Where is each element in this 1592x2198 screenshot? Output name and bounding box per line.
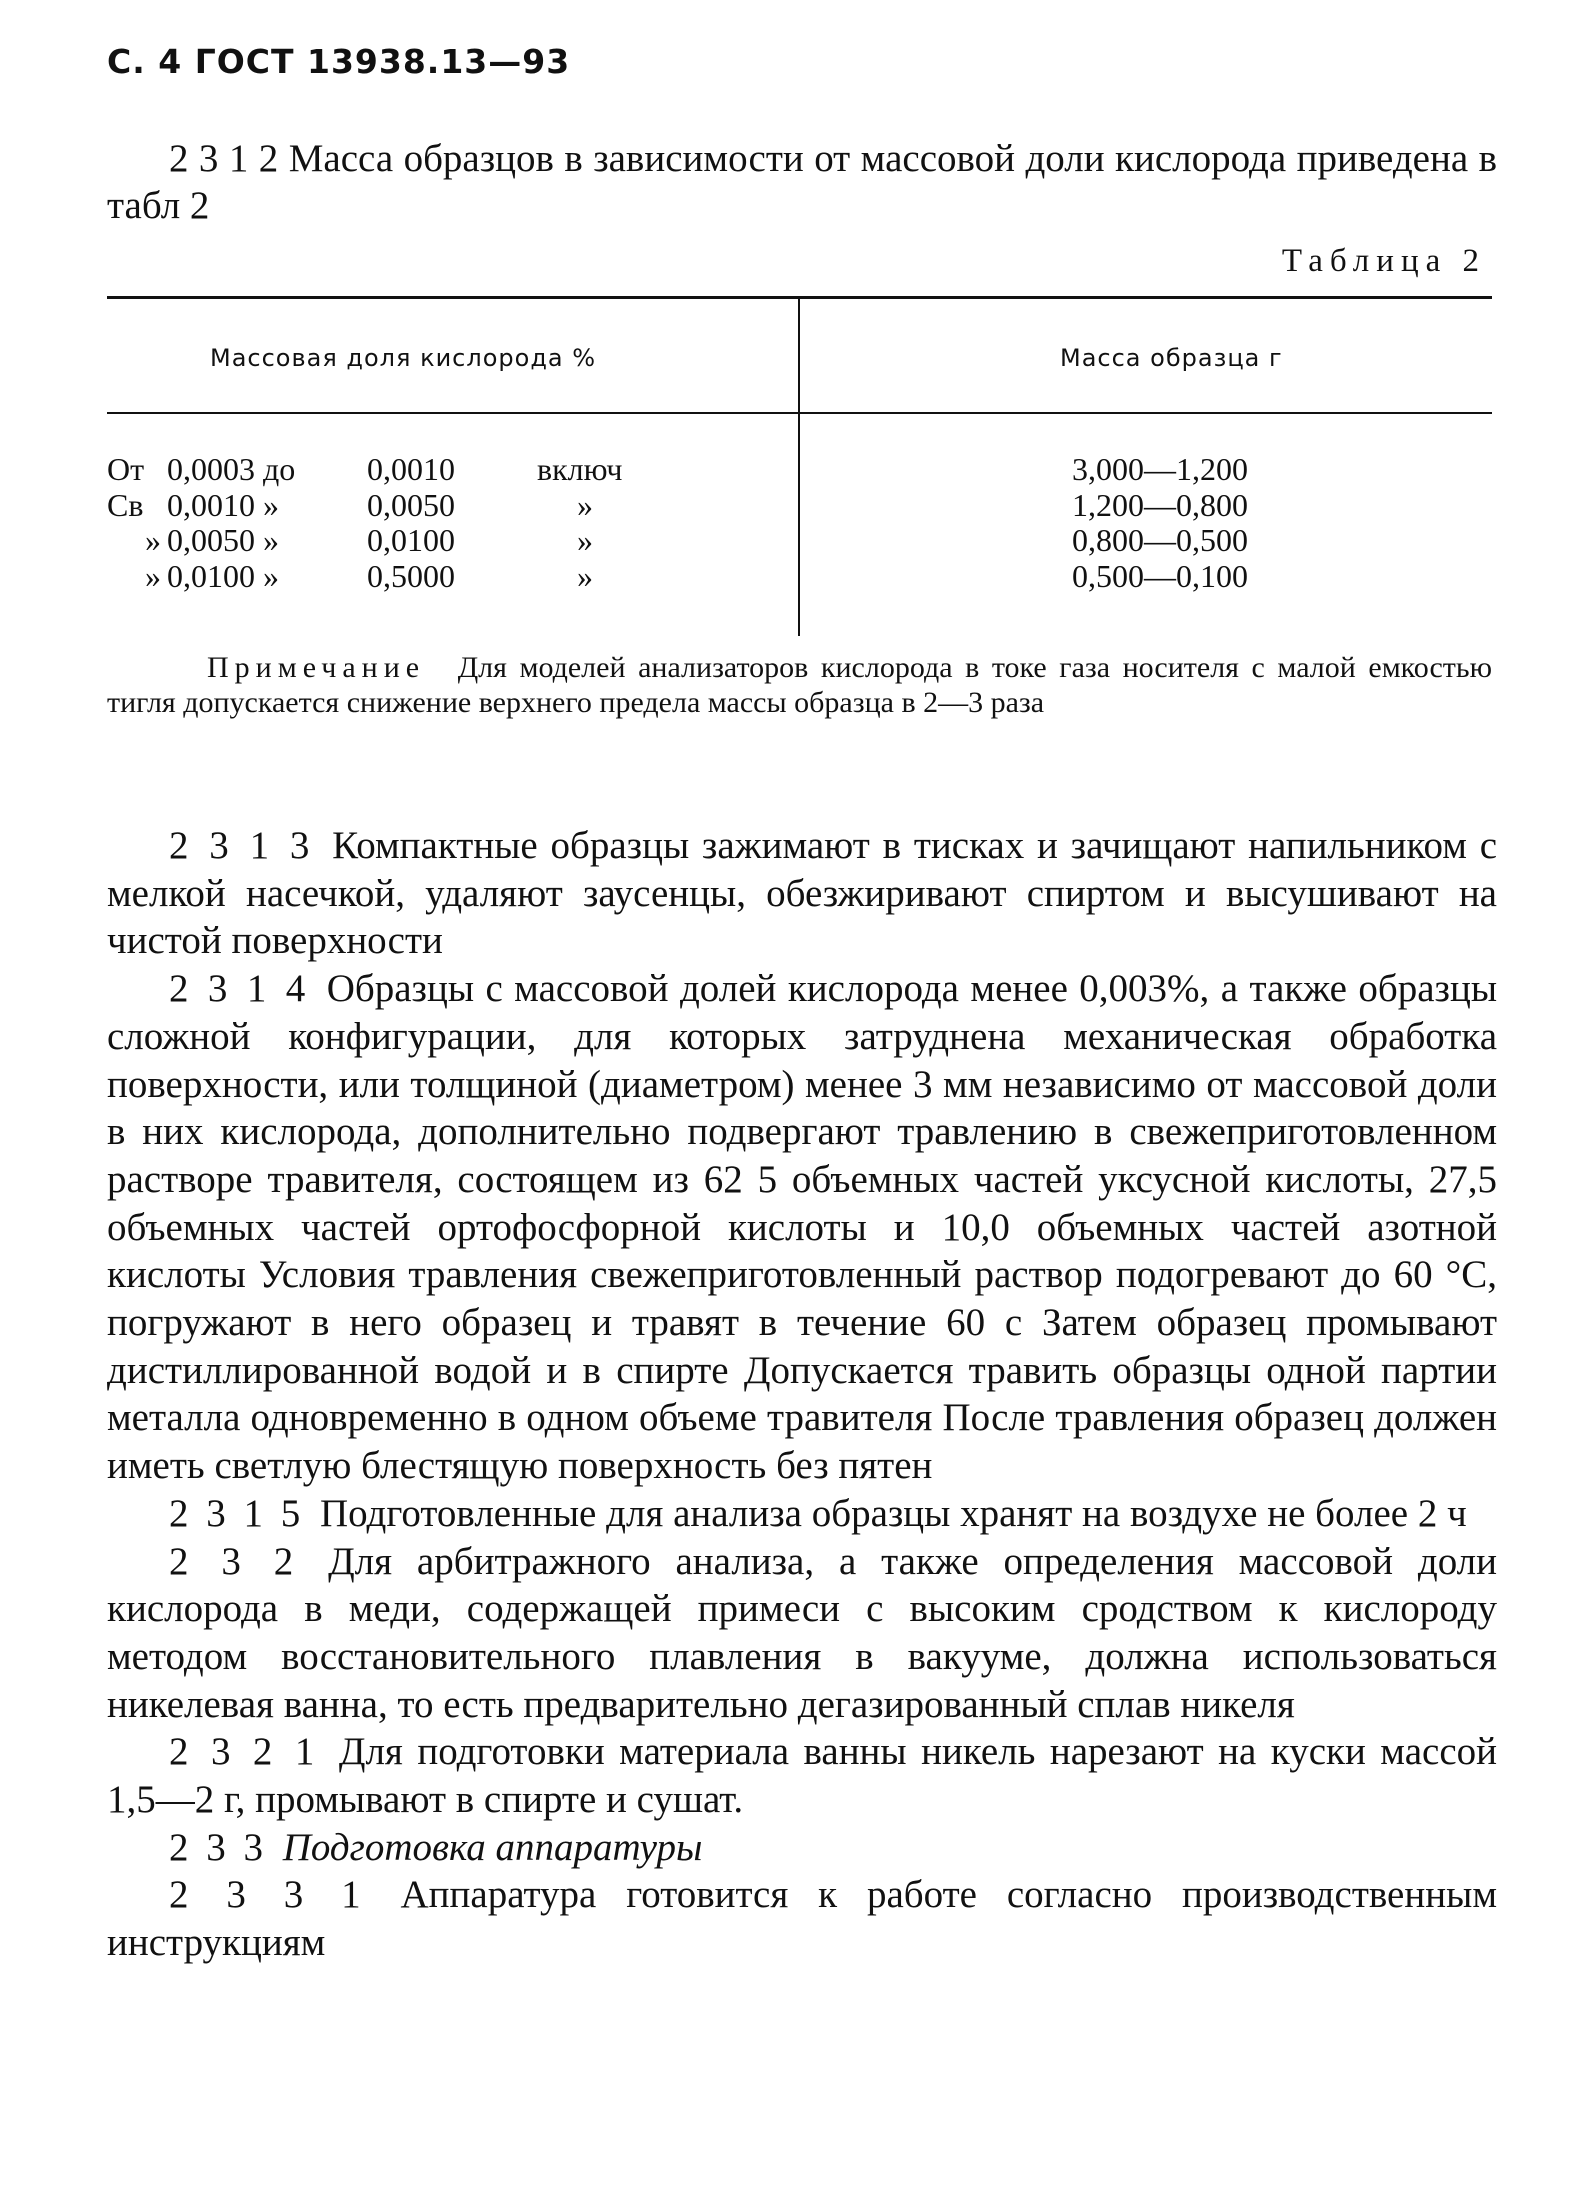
note-lead: Примечание [207,651,426,684]
row-from: 0,0003 до [167,451,296,487]
table-note [107,650,1492,720]
table-column-divider [798,298,800,636]
paragraph [107,1871,1497,1966]
row-suffix: включ [537,451,623,487]
paragraph-text: Аппаратура готовится к работе согласно производственным инструкциям [107,1873,1497,1965]
row-prefix: От [107,451,145,487]
paragraph [107,965,1497,1490]
paragraph-number: 2 3 1 4 [169,967,310,1011]
row-suffix: » [577,522,593,558]
row-prefix: » [145,557,161,594]
paragraph [107,1728,1497,1823]
paragraph-number: 2 3 3 [169,1825,267,1869]
paragraph-number: 2 3 2 1 [169,1730,319,1774]
row-suffix: » [577,486,593,523]
paragraph [107,1538,1497,1729]
row-prefix: Св [107,486,144,523]
table-header-oxygen: Массовая доля кислорода % [210,344,597,372]
table-column-oxygen [107,452,622,594]
paragraph-text: Для подготовки материала ванны никель нарезают на куски массой 1,5—2 г, промывают в спирте и сушат. [107,1730,1497,1822]
table-row [107,488,622,524]
paragraph-number: 2 3 1 5 [169,1491,305,1535]
section-subheading: Подготовка аппаратуры [282,1825,703,1869]
row-from: 0,0050 » [167,522,279,558]
table-row [107,559,622,595]
mass-cell: 0,500—0,100 [1072,557,1248,594]
mass-cell: 1,200—0,800 [1072,486,1248,523]
intro-number: 2 3 1 2 [169,137,279,180]
page-header: С. 4 ГОСТ 13938.13—93 [107,42,571,81]
paragraph-number: 2 3 3 1 [169,1873,365,1917]
paragraph-number: 2 3 1 3 [169,824,314,867]
mass-cell: 0,800—0,500 [1072,522,1248,558]
table-column-mass [1072,452,1248,594]
paragraph-number: 2 3 2 [169,1539,298,1583]
table-row [107,452,622,488]
paragraph-text: Подготовленные для анализа образцы хранят на воздухе не более 2 ч [320,1491,1467,1535]
table-caption: Таблица 2 [1281,243,1486,279]
paragraph-text: Компактные образцы зажимают в тисках и зачищают напильником с мелкой насечкой, удаляют заусенцы, обезжиривают спиртом и высушивают на чистой поверхности [107,824,1498,963]
row-to: 0,0100 [367,522,455,558]
paragraph [107,822,1497,965]
paragraph [107,1490,1497,1538]
note-text: Для моделей анализаторов кислорода в токе газа носителя с малой емкостью тигля допускается снижение верхнего предела массы образца в 2—3 раза [107,651,1492,719]
mass-cell: 3,000—1,200 [1072,451,1248,487]
table-header-mass: Масса образца г [1060,344,1283,372]
intro-text: Масса образцов в зависимости от массовой доли кислорода приведена в табл 2 [107,137,1498,227]
row-from: 0,0100 » [167,557,279,594]
row-from: 0,0010 » [167,486,279,523]
row-suffix: » [577,557,593,594]
row-prefix: » [145,522,161,558]
paragraph-text: Для арбитражного анализа, а также определения массовой доли кислорода в меди, содержащей примеси с высоким сродством к кислороду методом восстановительного плавления в вакууме, должна использоваться никелевая ванна, то есть предварительно дегазированный сплав никеля [107,1539,1498,1726]
row-to: 0,5000 [367,557,455,594]
paragraph-text: Образцы с массовой долей кислорода менее 0,003%, а также образцы сложной конфигурации, для которых затруднена механическая обработка поверхности, или толщиной (диаметром) менее 3 мм независимо от массовой доли в них кислорода, дополнительно подвергают травлению в свежеприготовленном растворе травителя, состоящем из 62 5 объемных частей уксусной кислоты, 27,5 объемных частей ортофосфорной кислоты и 10,0 объемных частей азотной кислоты Условия травления свежеприготовленный раствор подогревают до 60 °С, погружают в него образец и травят в течение 60 с Затем образец промывают дистиллированной водой и в спирте Допускается травить образцы одной партии металла одновременно в одном объеме травителя После травления образец должен иметь светлую блестящую поверхность без пятен [107,967,1498,1488]
row-to: 0,0010 [367,451,455,487]
paragraph [107,1824,1497,1872]
body-text [107,822,1497,1967]
row-to: 0,0050 [367,486,455,523]
intro-paragraph [107,135,1497,229]
table-row [107,523,622,559]
